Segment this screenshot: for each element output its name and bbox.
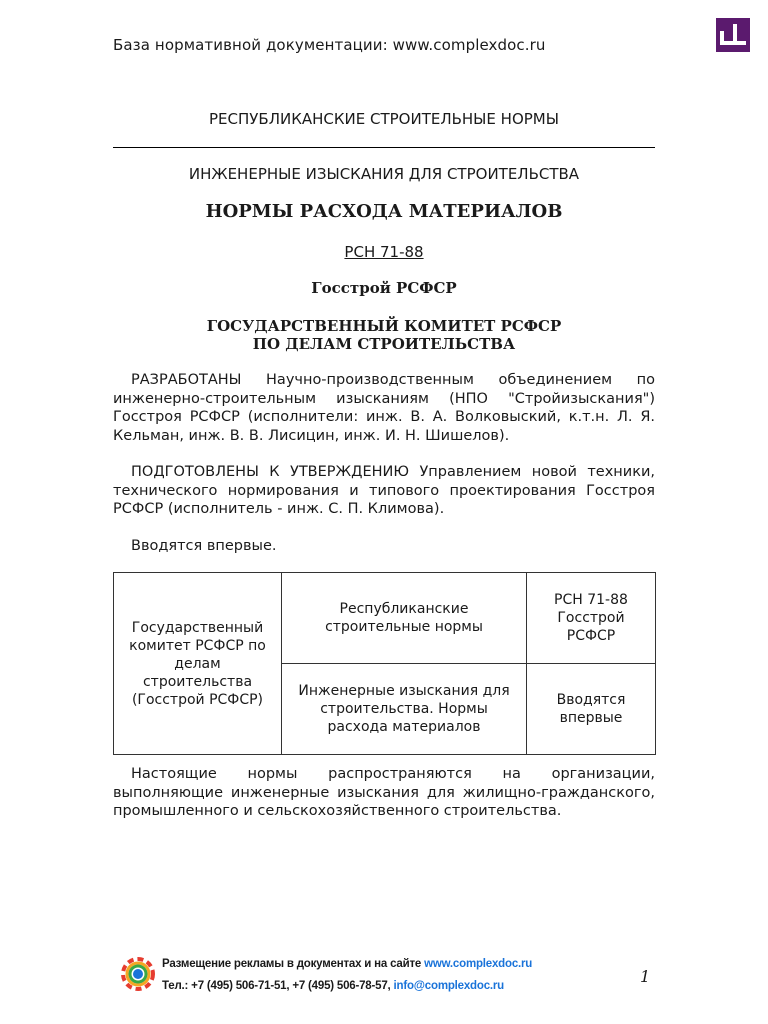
header-source-line: База нормативной документации: www.complexdoc.ru <box>113 36 546 54</box>
scope-paragraph: Настоящие нормы распространяются на организации, выполняющие инженерные изыскания для жилищно-гражданского, промышленного и сельскохозяйственного строительства. <box>113 766 655 819</box>
committee-heading <box>113 317 655 353</box>
ad-line-2 <box>162 980 504 992</box>
table-cell-committee: Государственный комитет РСФСР по делам строительства (Госстрой РСФСР) <box>114 573 282 755</box>
ad-text: Размещение рекламы в документах и на сайте <box>162 958 425 970</box>
site-link[interactable]: www.complexdoc.ru <box>424 958 533 970</box>
subject-heading: ИНЖЕНЕРНЫЕ ИЗЫСКАНИЯ ДЛЯ СТРОИТЕЛЬСТВА <box>188 165 580 183</box>
table-cell-standards: Республиканские строительные нормы <box>282 573 527 664</box>
prepared-paragraph: ПОДГОТОВЛЕНЫ К УТВЕРЖДЕНИЮ Управлением новой техники, технического нормирования и типового проектирования Госстроя РСФСР (исполнитель - инж. С. П. Климова). <box>113 464 655 517</box>
standards-heading: РЕСПУБЛИКАНСКИЕ СТРОИТЕЛЬНЫЕ НОРМЫ <box>209 110 559 128</box>
introduced-paragraph: Вводятся впервые. <box>131 538 277 554</box>
committee-line-2: ПО ДЕЛАМ СТРОИТЕЛЬСТВА <box>252 335 516 353</box>
page-number: 1 <box>640 967 651 986</box>
table-cell-title: Инженерные изыскания для строительства. Нормы расхода материалов <box>282 664 527 755</box>
document-info-table <box>113 572 656 755</box>
complexdoc-logo-icon <box>716 18 750 52</box>
table-cell-code: РСН 71-88 Госстрой РСФСР <box>527 573 656 664</box>
phone-text: Тел.: +7 (495) 506-71-51, +7 (495) 506-78-57, <box>162 980 394 992</box>
developed-paragraph: РАЗРАБОТАНЫ Научно-производственным объединением по инженерно-строительным изысканиям (НПО "Стройизыскания") Госстроя РСФСР (исполнители: инж. В. А. Волковыский, к.т.н. Л. Я. Кельман, инж. В. В. Лисицин, инж. И. Н. Шишелов). <box>113 372 655 444</box>
issuer: Госстрой РСФСР <box>311 279 457 297</box>
divider <box>113 147 655 148</box>
main-title: НОРМЫ РАСХОДА МАТЕРИАЛОВ <box>205 201 563 222</box>
email-link[interactable]: info@complexdoc.ru <box>393 980 505 992</box>
ad-line-1 <box>162 958 532 970</box>
table-cell-status: Вводятся впервые <box>527 664 656 755</box>
committee-line-1: ГОСУДАРСТВЕННЫЙ КОМИТЕТ РСФСР <box>206 317 562 335</box>
document-code: РСН 71-88 <box>344 243 424 261</box>
footer-advertisement <box>120 954 540 1000</box>
gear-logo-icon <box>120 956 156 992</box>
